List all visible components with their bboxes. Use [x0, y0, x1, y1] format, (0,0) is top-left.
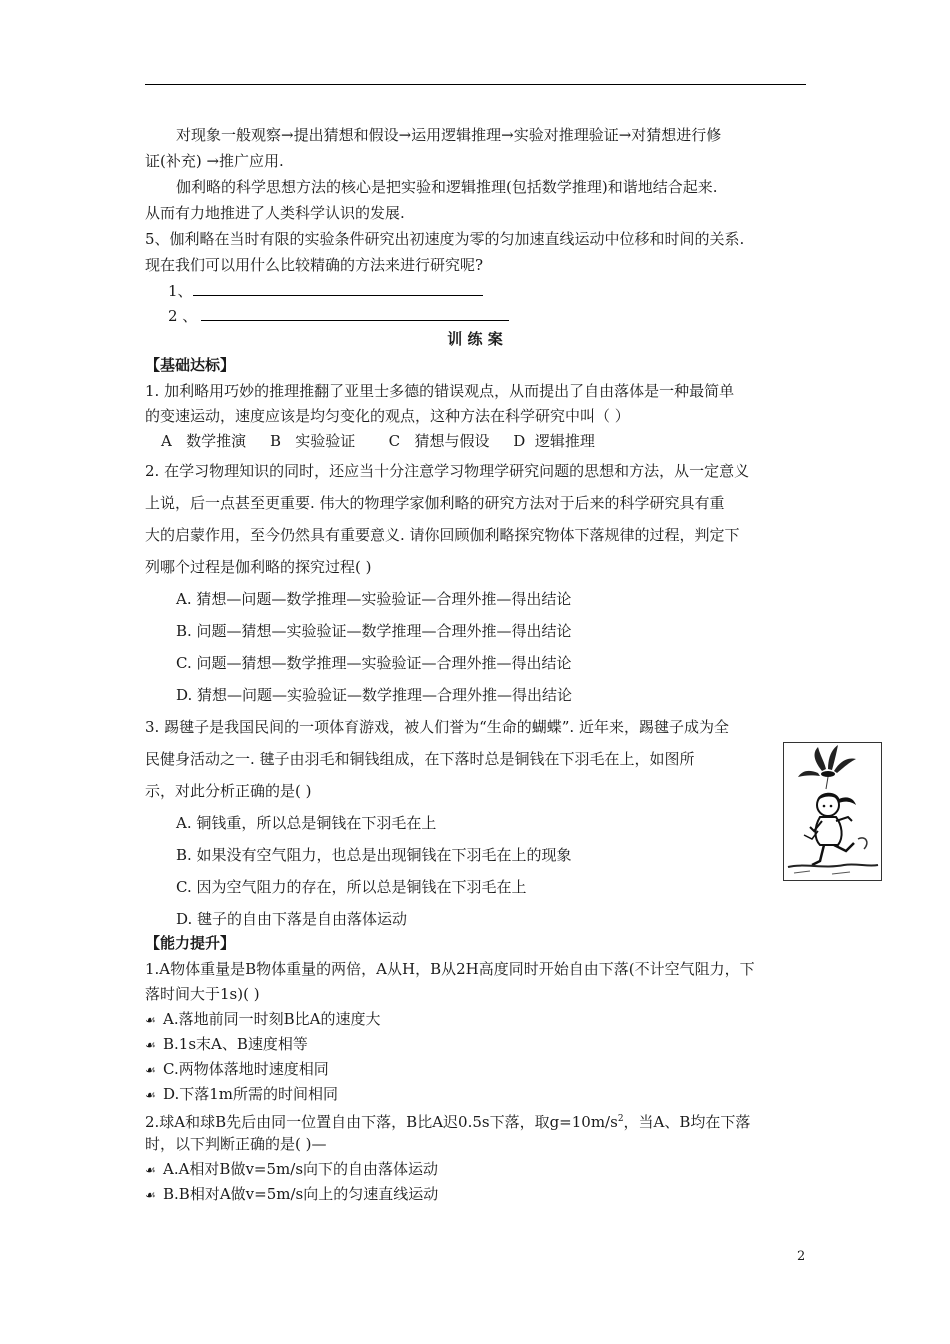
question-line: 2. 在学习物理知识的同时，还应当十分注意学习物理学研究问题的思想和方法，从一定意义: [145, 462, 750, 480]
fleuron-bullet-icon: ☙: [145, 1163, 156, 1177]
shuttlecock-figure: [783, 742, 882, 881]
question-line: 1.A物体重量是B物体重量的两倍，A从H，B从2H高度同时开始自由下落(不计空气阻力，下: [145, 960, 755, 978]
option-text: D.下落1m所需的时间相同: [163, 1085, 339, 1103]
question-line: 列哪个过程是伽利略的探究过程( ): [145, 558, 372, 576]
question-line: 大的启蒙作用，至今仍然具有重要意义. 请你回顾伽利略探究物体下落规律的过程，判定下: [145, 526, 740, 544]
option-a: [145, 1159, 438, 1180]
paragraph-line: 伽利略的科学思想方法的核心是把实验和逻辑推理(包括数学推理)和谐地结合起来.: [176, 178, 718, 196]
option-text: A.A相对B做v=5m/s向下的自由落体运动: [163, 1160, 439, 1178]
question-line: 的变速运动，速度应该是均匀变化的观点，这种方法在科学研究中叫（ ）: [145, 407, 630, 425]
question-line: 民健身活动之一. 毽子由羽毛和铜钱组成，在下落时总是铜钱在下羽毛在上，如图所: [145, 750, 695, 768]
option-a: A. 猜想—问题—数学推理—实验验证—合理外推—得出结论: [176, 590, 572, 608]
question-line: 1. 加利略用巧妙的推理推翻了亚里士多德的错误观点，从而提出了自由落体是一种最简单: [145, 382, 735, 400]
option-d: D. 毽子的自由下落是自由落体运动: [176, 910, 408, 928]
option-a: A. 铜钱重，所以总是铜钱在下羽毛在上: [176, 814, 437, 832]
question-5-line: 5、伽利略在当时有限的实验条件研究出初速度为零的匀加速直线运动中位移和时间的关系.: [145, 230, 745, 248]
option-b: B. 问题—猜想—实验验证—数学推理—合理外推—得出结论: [176, 622, 572, 640]
question-5-line: 现在我们可以用什么比较精确的方法来进行研究呢?: [145, 256, 484, 274]
paragraph-line: 对现象一般观察→提出猜想和假设→运用逻辑推理→实验对推理验证→对猜想进行修: [176, 126, 722, 144]
header-rule: [145, 84, 806, 85]
fleuron-bullet-icon: ☙: [145, 1188, 156, 1202]
option-text: B.1s末A、B速度相等: [163, 1035, 308, 1053]
option-c: [145, 1059, 329, 1080]
answer-blank-line: [201, 306, 509, 321]
question-text: 2.球A和球B先后由同一位置自由下落，B比A迟0.5s下落，取g=10m/s: [145, 1113, 618, 1131]
fleuron-bullet-icon: ☙: [145, 1088, 156, 1102]
question-text: ，当A、B均在下落: [623, 1113, 751, 1131]
answer-blank-1: [168, 281, 483, 301]
option-b: B. 如果没有空气阻力，也总是出现铜钱在下羽毛在上的现象: [176, 846, 572, 864]
question-line: 3. 踢毽子是我国民间的一项体育游戏，被人们誉为“生命的蝴蝶”. 近年来，踢毽子成为全: [145, 718, 729, 736]
page-number: 2: [797, 1249, 806, 1264]
option-b: [145, 1184, 438, 1205]
section-heading-basic: 【基础达标】: [145, 356, 236, 374]
child-kicking-shuttlecock-illustration: [784, 743, 881, 880]
option-text: C.两物体落地时速度相同: [163, 1060, 329, 1078]
question-line: 时，以下判断正确的是( )—: [145, 1135, 327, 1153]
option-text: B.B相对A做v=5m/s向上的匀速直线运动: [163, 1185, 439, 1203]
answer-blank-line: [193, 281, 483, 296]
fleuron-bullet-icon: ☙: [145, 1013, 156, 1027]
option-b: [145, 1034, 308, 1055]
fleuron-bullet-icon: ☙: [145, 1038, 156, 1052]
option-d: D. 猜想—问题—实验验证—数学推理—合理外推—得出结论: [176, 686, 573, 704]
fleuron-bullet-icon: ☙: [145, 1063, 156, 1077]
question-line: 示，对此分析正确的是( ): [145, 782, 312, 800]
question-line: [145, 1109, 750, 1132]
question-line: 上说，后一点甚至更重要. 伟大的物理学家伽利略的研究方法对于后来的科学研究具有重: [145, 494, 725, 512]
answer-blank-2: [168, 306, 509, 326]
option-d: [145, 1084, 338, 1105]
question-line: 落时间大于1s)( ): [145, 985, 260, 1003]
section-title: 训 练 案: [447, 330, 503, 348]
section-heading-advanced: 【能力提升】: [145, 934, 236, 952]
superscript: 2: [617, 1114, 624, 1124]
paragraph-line: 从而有力地推进了人类科学认识的发展.: [145, 204, 405, 222]
question-options: A 数学推演 B 实验验证 C 猜想与假设 D 逻辑推理: [161, 432, 595, 450]
paragraph-line: 证(补充) →推广应用.: [145, 152, 284, 170]
option-text: A.落地前同一时刻B比A的速度大: [163, 1010, 381, 1028]
option-c: C. 问题—猜想—数学推理—实验验证—合理外推—得出结论: [176, 654, 572, 672]
answer-blank-label: 1、: [168, 282, 193, 300]
answer-blank-label: 2 、: [168, 307, 198, 325]
option-c: C. 因为空气阻力的存在，所以总是铜钱在下羽毛在上: [176, 878, 527, 896]
option-a: [145, 1009, 380, 1030]
